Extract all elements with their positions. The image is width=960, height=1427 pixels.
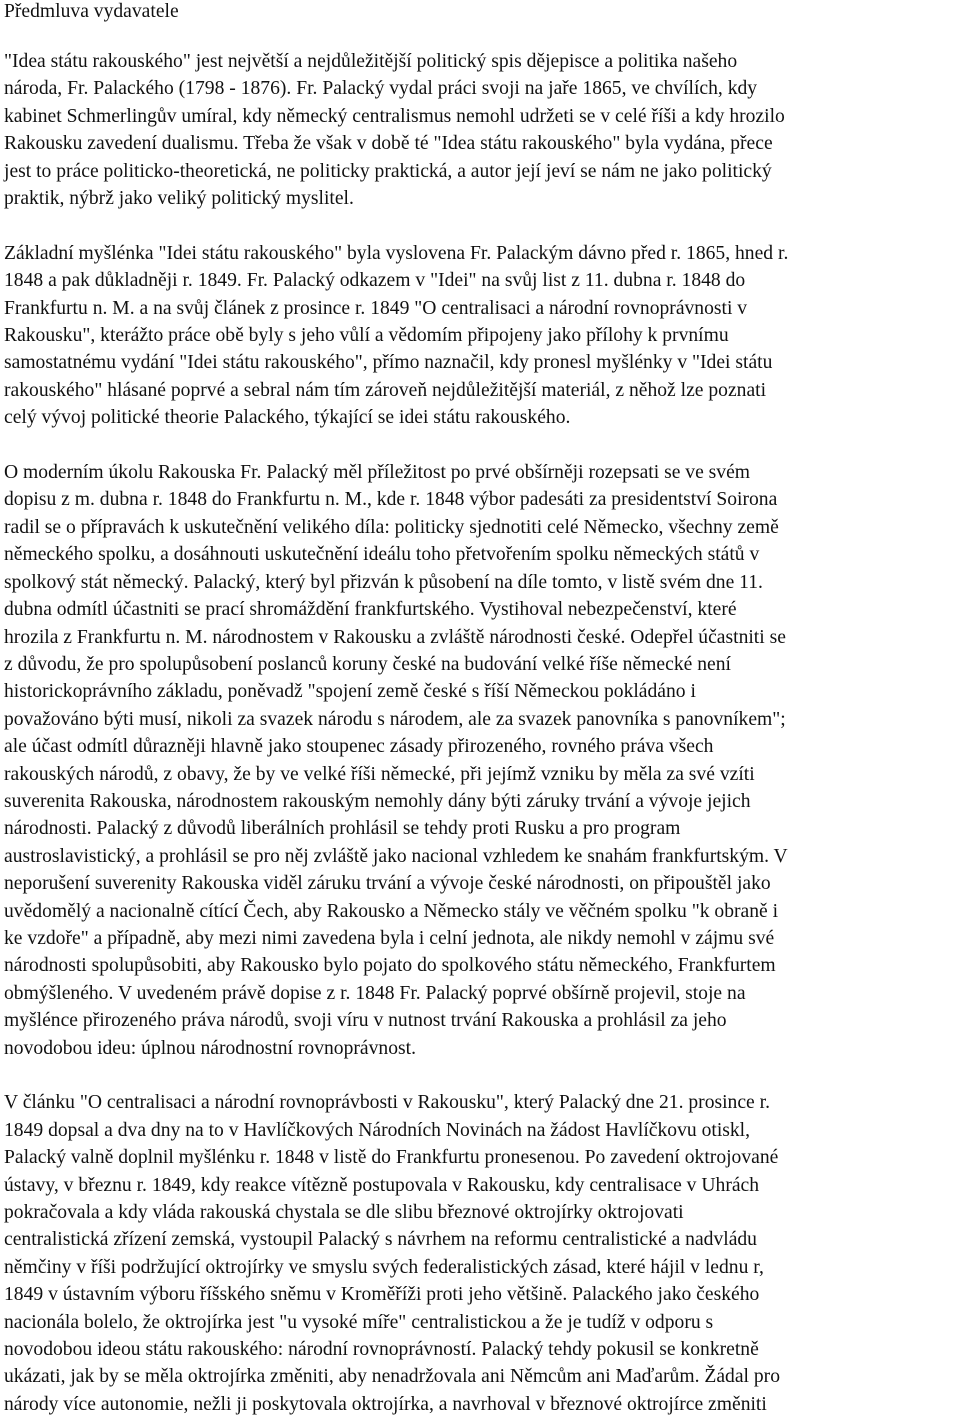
page-title: Předmluva vydavatele bbox=[4, 1, 179, 22]
text-line: celý vývoj politické theorie Palackého, týkající se idei státu rakouského. bbox=[4, 407, 571, 429]
text-line: ale účast odmítl důrazněji hlavně jako stoupenec zásady přirozeného, rovného práva všech bbox=[4, 736, 714, 758]
text-line: Frankfurtu n. M. a na svůj článek z prosince r. 1849 "O centralisaci a národní rovnoprávnosti v bbox=[4, 297, 748, 319]
text-line: národnosti spolupůsobiti, aby Rakousko bylo pojato do spolkového státu německého, Frankfurtem bbox=[4, 955, 776, 977]
text-line: 1848 a pak důkladněji r. 1849. Fr. Palacký odkazem v "Idei" na svůj list z 11. dubna r. 1848 do bbox=[4, 270, 746, 292]
text-line: obmýšleného. V uvedeném právě dopise z r. 1848 Fr. Palacký poprvé obšírně projevil, stoje na bbox=[4, 982, 746, 1004]
text-line: hrozila z Frankfurtu n. M. národnostem v Rakousku a zvláště národnosti české. Odepřel účastniti se bbox=[4, 626, 786, 648]
text-line: 1849 dopsal a dva dny na to v Havlíčkových Národních Novinách na žádost Havlíčkovu otiskl, bbox=[4, 1119, 751, 1141]
text-line: Rakousku", kterážto práce obě byly s jeho vůlí a vědomím připojeny jako přílohy k prvnímu bbox=[4, 325, 729, 347]
text-line: ke vzdoře" a případně, aby mezi nimi zavedena byla i celní jednota, ale nikdy nemohl v zájmu své bbox=[4, 927, 775, 949]
text-line: jest to práce politicko-theoretická, ne politicky praktická, a autor její jeví se nám ne jako politický bbox=[4, 160, 772, 182]
text-line: uvědomělý a nacionalně cítící Čech, aby Rakousko a Německo stály ve věčném spolku "k obraně i bbox=[4, 900, 779, 922]
text-line: dubna odmítl účastniti se prací shromáždění frankfurtského. Vystihoval nebezpečenství, které bbox=[4, 599, 737, 621]
text-line: pokračovala a kdy vláda rakouská chystala se dle slibu březnové oktrojírky oktrojovati bbox=[4, 1202, 684, 1224]
text-line: novodobou ideu: úplnou národnostní rovnoprávnost. bbox=[4, 1037, 416, 1059]
text-line: rakouských národů, z obavy, že by ve velké říši německé, při jejímž vzniku by měla za své vzíti bbox=[4, 763, 755, 785]
text-line: národy více autonomie, nežli ji poskytovala oktrojírka, a navrhoval v březnové oktrojírce změniti bbox=[4, 1393, 767, 1415]
text-line: O moderním úkolu Rakouska Fr. Palacký měl příležitost po prvé obšírněji rozepsati se ve svém bbox=[4, 462, 751, 484]
text-line: suverenita Rakouska, národnostem rakouským nemohly dány býti záruky trvání a vývoje jejich bbox=[4, 790, 751, 812]
paragraph bbox=[4, 459, 956, 1062]
text-line: německého spolku, a dosáhnouti uskutečnění ideálu toho přetvořením spolku německých států v bbox=[4, 544, 760, 566]
text-line: národa, Fr. Palackého (1798 - 1876). Fr. Palacký vydal práci svoji na jaře 1865, ve chvílích, kdy bbox=[4, 78, 758, 100]
text-line: z důvodu, že pro spolupůsobení poslanců koruny české na budování velké říše německé není bbox=[4, 653, 731, 675]
text-line: radil se o přípravách k uskutečnění velikého díla: politicky sjednotiti celé Německo, všechny země bbox=[4, 516, 779, 538]
text-line: nacionála bolelo, že oktrojírka jest "u vysoké míře" centralistickou a že je tudíž v odporu s bbox=[4, 1311, 714, 1333]
text-line: historickoprávního základu, poněvadž "spojení země české s říší Německou pokládáno i bbox=[4, 681, 696, 703]
text-line: národnosti. Palacký z důvodů liberálních prohlásil se tehdy proti Rusku a pro program bbox=[4, 818, 681, 840]
paragraph bbox=[4, 1089, 956, 1418]
document-body bbox=[4, 48, 956, 1418]
text-line: dopisu z m. dubna r. 1848 do Frankfurtu n. M., kde r. 1848 výbor padesáti za presidentství Soirona bbox=[4, 489, 778, 511]
text-line: považováno býti musí, nikoli za svazek národu s národem, ale za svazek panovníka s panovníkem"; bbox=[4, 708, 786, 730]
text-line: Palacký valně doplnil myšlénku r. 1848 v listě do Frankfurtu pronesenou. Po zavedení oktrojované bbox=[4, 1147, 779, 1169]
text-line: myšlénce přirozeného práva národů, svoji víru v nutnost trvání Rakouska a prohlásil za jeho bbox=[4, 1010, 727, 1032]
text-line: centralistická zřízení zemská, vystoupil Palacký s návrhem na reformu centralistické a nadvládu bbox=[4, 1229, 757, 1251]
text-line: 1849 v ústavním výboru říšského sněmu v Kroměříži proti jeho většině. Palackého jako českého bbox=[4, 1284, 760, 1306]
text-line: V článku "O centralisaci a národní rovnoprávbosti v Rakousku", který Palacký dne 21. prosince r. bbox=[4, 1092, 770, 1114]
paragraph bbox=[4, 48, 956, 212]
text-line: ukázati, jak by se měla oktrojírka změniti, aby nenadržovala ani Němcům ani Maďarům. Žádal pro bbox=[4, 1366, 780, 1388]
text-line: němčiny v říši podržující oktrojírky ve smyslu svých federalistických zásad, které hájil v lednu r, bbox=[4, 1256, 764, 1278]
text-line: Rakousku zavedení dualismu. Třeba že však v době té "Idea státu rakouského" byla vydána, přece bbox=[4, 133, 773, 155]
text-line: novodobou ideou státu rakouského: národní rovnoprávností. Palacký tehdy pokusil se konkretně bbox=[4, 1339, 759, 1361]
paragraph bbox=[4, 240, 956, 432]
text-line: austroslavistický, a prohlásil se pro něj zvláště jako nacional vzhledem ke snahám frankfurtským. V bbox=[4, 845, 788, 867]
text-line: "Idea státu rakouského" jest největší a nejdůležitější politický spis dějepisce a politika našeho bbox=[4, 51, 738, 72]
text-line: neporušení suverenity Rakouska viděl záruku trvání a vývoje české národnosti, on připouštěl jako bbox=[4, 873, 771, 895]
text-line: Základní myšlénka "Idei státu rakouského" byla vyslovena Fr. Palackým dávno před r. 1865, hned r. bbox=[4, 242, 789, 264]
text-line: samostatnému vydání "Idei státu rakouského", přímo naznačil, kdy pronesl myšlénky v "Idei státu bbox=[4, 352, 773, 374]
text-line: ústavy, v březnu r. 1849, kdy reakce vítězně postupovala v Rakousku, kdy centralisace v Uhrách bbox=[4, 1174, 760, 1196]
text-line: praktik, nýbrž jako veliký politický myslitel. bbox=[4, 188, 354, 210]
text-line: kabinet Schmerlingův umíral, kdy německý centralismus nemohl udržeti se v celé říši a kdy hrozilo bbox=[4, 105, 785, 127]
text-line: rakouského" hlásané poprvé a sebral nám tím zároveň nejdůležitější materiál, z něhož lze poznati bbox=[4, 379, 767, 401]
text-line: spolkový stát německý. Palacký, který byl přizván k působení na díle tomto, v listě svém dne 11. bbox=[4, 571, 763, 593]
